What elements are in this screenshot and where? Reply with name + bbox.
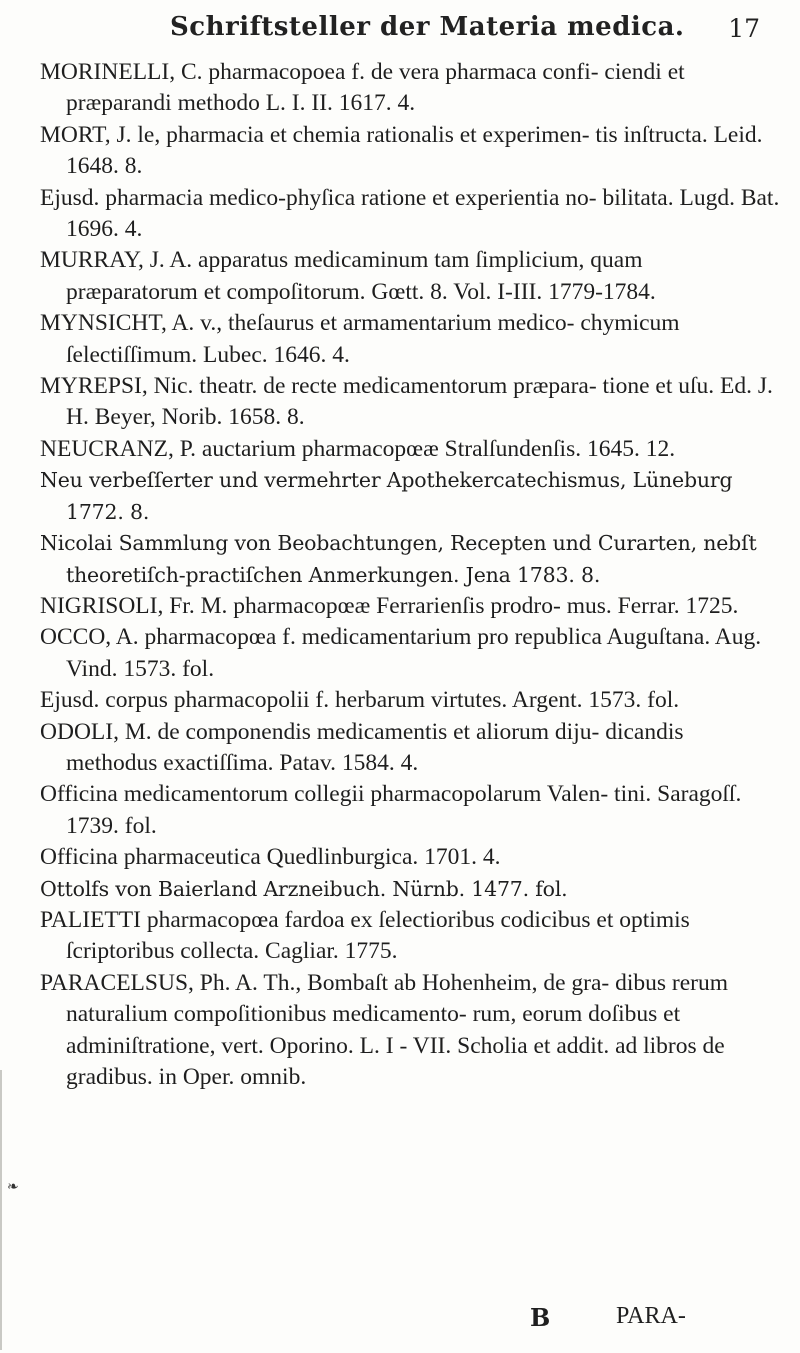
- bibliography-entry: [40, 622, 780, 685]
- running-title: Schriftsteller der Materia medica.: [170, 12, 685, 42]
- entry-lead: Ejusd.: [40, 184, 100, 211]
- bibliography-entry: [40, 685, 780, 716]
- bibliography-entry: [40, 245, 780, 308]
- signature-mark: B: [530, 1303, 551, 1332]
- entry-lead: Officina: [40, 781, 118, 808]
- entry-text: theatr. de recte medicamentorum præpara- tione et uſu. Ed. J. H. Beyer, Norib. 1658. 8.: [66, 373, 773, 431]
- entry-lead: MORINELLI, C.: [40, 59, 203, 85]
- entry-text: medicamentorum collegii pharmacopolarum Valen- tini. Saragoſſ. 1739. fol.: [66, 781, 742, 839]
- entry-lead: MURRAY, J. A.: [40, 247, 193, 274]
- entry-lead: MYNSICHT, A. v.,: [40, 310, 223, 337]
- bibliography-entry: [40, 57, 780, 120]
- bibliography-entry: [40, 968, 780, 1094]
- bibliography-entry: [40, 371, 780, 434]
- running-head: [140, 10, 760, 50]
- entry-text: pharmacopœa f. medicamentarium pro republica Auguſtana. Aug. Vind. 1573. fol.: [66, 624, 762, 682]
- entry-lead: PALIETTI: [40, 906, 141, 933]
- page-number: 17: [728, 14, 760, 43]
- entry-text: auctarium pharmacopœæ Stralſundenſis. 1645. 12.: [196, 435, 676, 462]
- entry-lead: MYREPSI, Nic.: [40, 373, 194, 400]
- entry-lead: ODOLI, M.: [40, 718, 152, 745]
- page-footer: [0, 1303, 800, 1335]
- entry-text: pharmaceutica Quedlinburgica. 1701. 4.: [117, 844, 501, 871]
- catchword: PARA-: [616, 1303, 686, 1329]
- entry-text: pharmacopœa fardoa ex ſelectioribus codicibus et optimis ſcriptoribus collecta. Cagliar. 1775.: [66, 906, 690, 965]
- entry-lead: NIGRISOLI, Fr. M.: [40, 592, 228, 619]
- entry-text: pharmacia medico-phyſica ratione et experientia no- bilitata. Lugd. Bat. 1696. 4.: [66, 184, 780, 243]
- bibliography-entry: [40, 528, 780, 591]
- bibliography-entry: [40, 308, 780, 371]
- entry-lead: Ottolfs: [40, 876, 109, 901]
- entry-text: verbeſſerter und vermehrter Apothekercatechismus, Lüneburg 1772. 8.: [66, 468, 733, 524]
- entry-lead: OCCO, A.: [40, 624, 139, 651]
- bibliography-entry: [40, 842, 780, 873]
- entry-lead: Neu: [40, 468, 83, 493]
- bibliography-entry: [40, 874, 780, 905]
- bibliography-list: [40, 57, 780, 1093]
- bibliography-entry: [40, 120, 780, 183]
- entry-lead: NEUCRANZ, P.: [40, 435, 197, 462]
- entry-text: pharmacopœæ Ferrarienſis prodro- mus. Ferrar. 1725.: [227, 592, 739, 619]
- entry-text: de componendis medicamentis et aliorum diju- dicandis methodus exactiſſima. Patav. 1584. 4.: [66, 718, 684, 776]
- bibliography-entry: [40, 905, 780, 968]
- entry-text: de gra- dibus rerum naturalium compoſitionibus medicamento- rum, eorum doſibus et adminiſtratione, vert. Oporino. L. I - VII. Scholia et addit. ad libros de gradibus. in Oper. omnib.: [66, 969, 729, 1090]
- bibliography-entry: [40, 183, 780, 246]
- entry-lead: Nicolai: [40, 531, 113, 556]
- entry-text: theſaurus et armamentarium medico- chymicum ſelectiſſimum. Lubec. 1646. 4.: [66, 310, 680, 368]
- entry-lead: Ejusd.: [40, 687, 100, 714]
- entry-text: von Baierland Arzneibuch. Nürnb. 1477. fol.: [108, 876, 568, 901]
- entry-text: Sammlung von Beobachtungen, Recepten und Curarten, nebſt theoretiſch-practiſchen Anmerkungen. Jena 1783. 8.: [66, 531, 757, 587]
- entry-lead: PARACELSUS, Ph. A. Th., Bombaſt ab Hohenheim,: [40, 969, 538, 996]
- bibliography-entry: [40, 434, 780, 465]
- entry-text: pharmacia et chemia rationalis et experimen- tis inſtructa. Leid. 1648. 8.: [66, 121, 763, 180]
- entry-text: pharmacopoea f. de vera pharmaca confi- ciendi et præparandi methodo L. I. II. 1617. 4.: [66, 59, 685, 117]
- margin-mark: ❧: [7, 1179, 19, 1195]
- entry-lead: Officina: [40, 844, 118, 871]
- bibliography-entry: [40, 779, 780, 842]
- bibliography-entry: [40, 717, 780, 780]
- bibliography-entry: [40, 591, 780, 622]
- entry-text: apparatus medicaminum tam ſimplicium, quam præparatorum et compoſitorum. Gœtt. 8. Vol. I-III. 1779-1784.: [66, 247, 656, 305]
- bibliography-entry: [40, 465, 780, 528]
- entry-lead: MORT, J. le,: [40, 121, 161, 148]
- entry-text: corpus pharmacopolii f. herbarum virtutes. Argent. 1573. fol.: [99, 687, 680, 714]
